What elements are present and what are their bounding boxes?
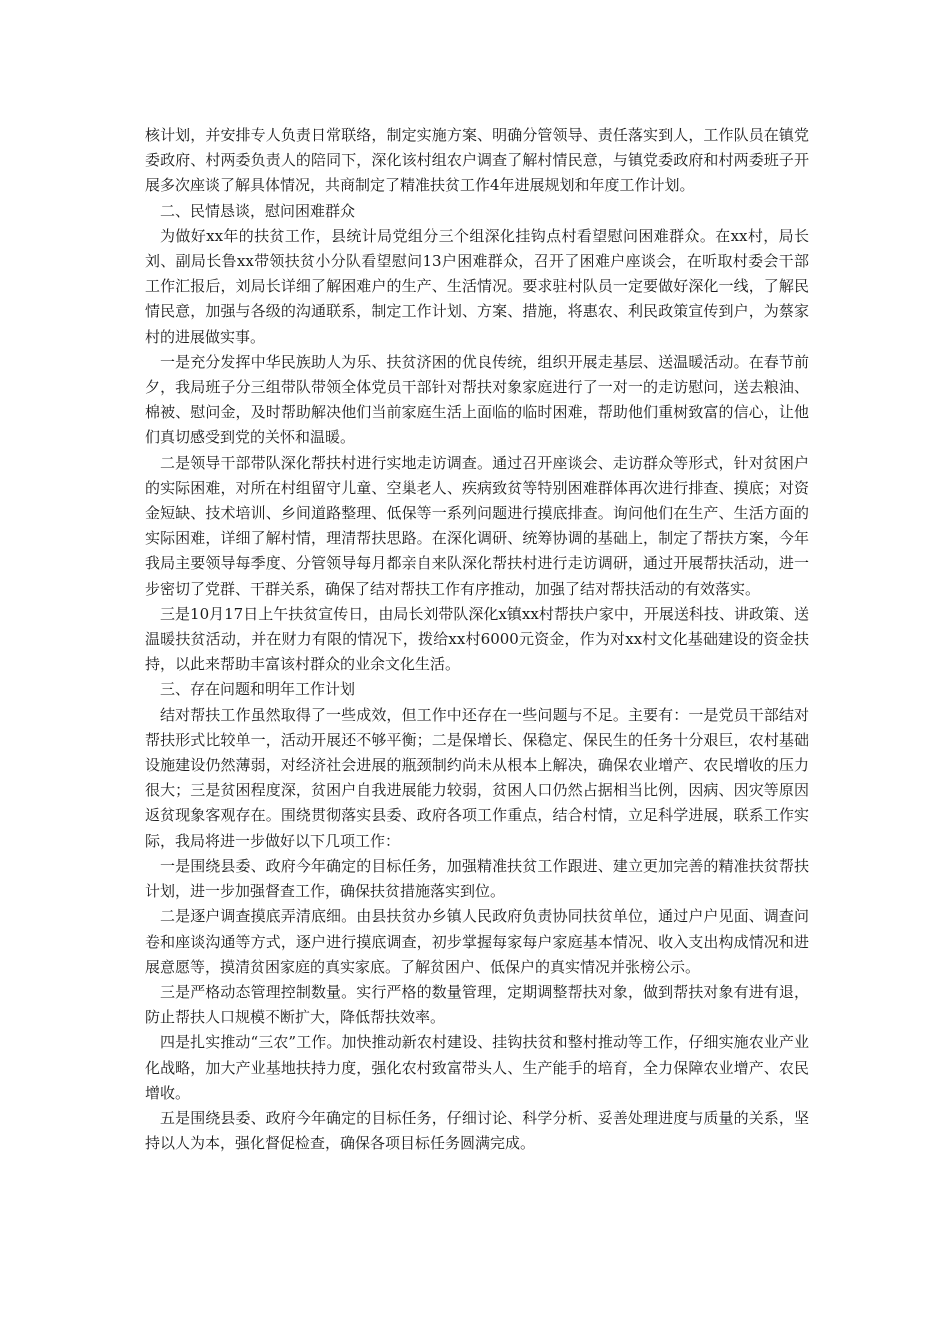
paragraph-plan-1: 一是围绕县委、政府今年确定的目标任务，加强精准扶贫工作跟进、建立更加完善的精准扶贫帮扶计划，进一步加强督查工作，确保扶贫措施落实到位。 xyxy=(145,856,809,901)
paragraph-item-1: 一是充分发挥中华民族助人为乐、扶贫济困的优良传统，组织开展走基层、送温暖活动。在春节前夕，我局班子分三组带队带领全体党员干部针对帮扶对象家庭进行了一对一的走访慰问，送去粮油、棉被、慰问金，及时帮助解决他们当前家庭生活上面临的临时困难，帮助他们重树致富的信心，让他们真切感受到党的关怀和温暖。 xyxy=(145,352,809,447)
paragraph-plan-5: 五是围绕县委、政府今年确定的目标任务，仔细讨论、科学分析、妥善处理进度与质量的关系，坚持以人为本，强化督促检查，确保各项目标任务圆满完成。 xyxy=(145,1108,809,1153)
paragraph-item-2: 二是领导干部带队深化帮扶村进行实地走访调查。通过召开座谈会、走访群众等形式，针对贫困户的实际困难，对所在村组留守儿童、空巢老人、疾病致贫等特别困难群体再次进行排查、摸底；对资金短缺、技术培训、乡间道路整理、低保等一系列问题进行摸底排查。询问他们在生产、生活方面的实际困难，详细了解村情，理清帮扶思路。在深化调研、统筹协调的基础上，制定了帮扶方案，今年我局主要领导每季度、分管领导每月都亲自来队深化帮扶村进行走访调研，通过开展帮扶活动，进一步密切了党群、干群关系，确保了结对帮扶工作有序推动，加强了结对帮扶活动的有效落实。 xyxy=(145,453,809,598)
section-heading-2: 二、民情恳谈，慰问困难群众 xyxy=(160,201,356,220)
paragraph-item-3: 三是10月17日上午扶贫宣传日，由局长刘带队深化x镇xx村帮扶户家中，开展送科技、讲政策、送温暖扶贫活动，并在财力有限的情况下，拨给xx村6000元资金，作为对xx村文化基础建设的资金扶持，以此来帮助丰富该村群众的业余文化生活。 xyxy=(145,604,809,674)
paragraph-problems: 结对帮扶工作虽然取得了一些成效，但工作中还存在一些问题与不足。主要有：一是党员干部结对帮扶形式比较单一，活动开展还不够平衡；二是保增长、保稳定、保民生的任务十分艰巨，农村基础设施建设仍然薄弱，对经济社会进展的瓶颈制约尚未从根本上解决，确保农业增产、农民增收的压力很大；三是贫困程度深，贫困户自我进展能力较弱，贫困人口仍然占据相当比例，因病、因灾等原因返贫现象客观存在。围绕贯彻落实县委、政府各项工作重点，结合村情，立足科学进展，联系工作实际，我局将进一步做好以下几项工作： xyxy=(145,705,809,850)
paragraph-visit-groups: 为做好xx年的扶贫工作，县统计局党组分三个组深化挂钩点村看望慰问困难群众。在xx村，局长刘、副局长鲁xx带领扶贫小分队看望慰问13户困难群众，召开了困难户座谈会，在听取村委会干部工作汇报后，刘局长详细了解困难户的生产、生活情况。要求驻村队员一定要做好深化一线，了解民情民意，加强与各级的沟通联系，制定工作计划、方案、措施，将惠农、利民政策宣传到户，为蔡家村的进展做实事。 xyxy=(145,226,809,346)
paragraph-plan-2: 二是逐户调查摸底弄清底细。由县扶贫办乡镇人民政府负责协同扶贫单位，通过户户见面、调查问卷和座谈沟通等方式，逐户进行摸底调查，初步掌握每家每户家庭基本情况、收入支出构成情况和进展意愿等，摸清贫困家庭的真实家底。了解贫困户、低保户的真实情况并张榜公示。 xyxy=(145,907,809,976)
document-body xyxy=(145,123,809,1156)
paragraph-plan-4: 四是扎实推动“三农”工作。加快推动新农村建设、挂钩扶贫和整村推动等工作，仔细实施农业产业化战略，加大产业基地扶持力度，强化农村致富带头人、生产能手的培育，全力保障农业增产、农民增收。 xyxy=(145,1033,809,1102)
paragraph-plan-intro: 核计划，并安排专人负责日常联络，制定实施方案、明确分管领导、责任落实到人，工作队员在镇党委政府、村两委负责人的陪同下，深化该村组农户调查了解村情民意，与镇党委政府和村两委班子开展多次座谈了解具体情况，共商制定了精准扶贫工作4年进展规划和年度工作计划。 xyxy=(145,126,809,195)
section-heading-3: 三、存在问题和明年工作计划 xyxy=(160,680,356,699)
paragraph-plan-3: 三是严格动态管理控制数量。实行严格的数量管理，定期调整帮扶对象，做到帮扶对象有进有退，防止帮扶人口规模不断扩大，降低帮扶效率。 xyxy=(145,982,809,1027)
